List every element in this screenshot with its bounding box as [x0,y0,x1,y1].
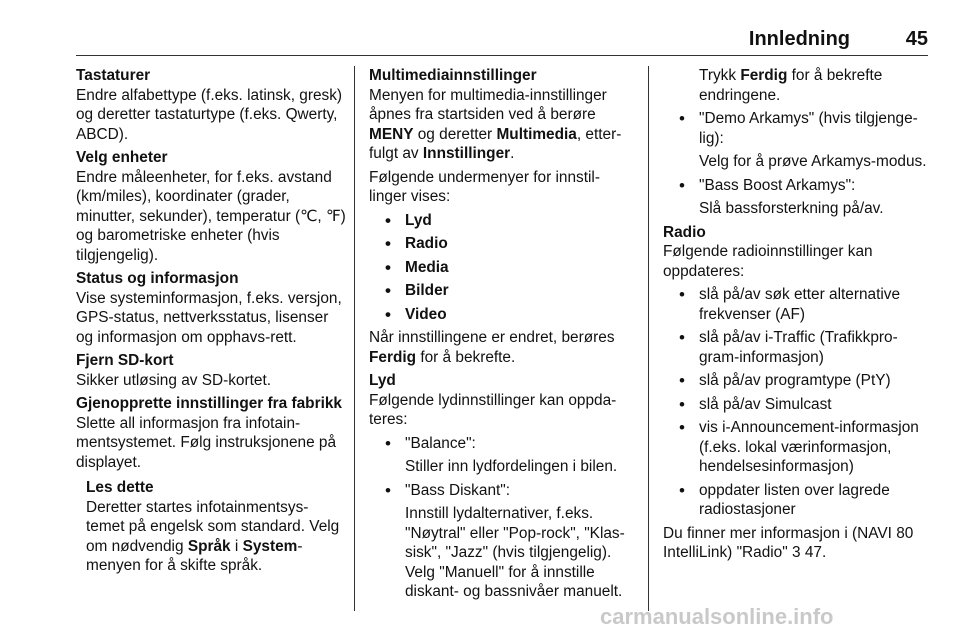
list-item: • Radio [383,234,634,254]
section-text: Følgende radioinnstillinger kan oppdateres: [663,243,873,280]
section-heading: Fjern SD-kort [76,352,174,369]
section-text: Når innstillingene er endret, berøres Ferdig for å bekrefte. [369,329,615,366]
section-heading: Velg enheter [76,149,168,166]
page-number: 45 [905,28,928,50]
continued-text: Trykk Ferdig for å bekrefte endringene. [699,67,883,104]
column-1 [76,66,346,576]
page-title: Innledning [748,28,850,50]
column-2 [369,66,634,606]
list-item: • Media [383,258,634,278]
watermark: carmanualsonline.info [600,604,834,629]
section-text: Du finner mer informasjon i (NAVI 80 IntelliLink) "Radio" 3 47. [663,524,914,561]
section-sd-kort [76,351,346,390]
note-heading: Les dette [86,479,154,496]
list-item: • Bilder [383,281,634,301]
arkamys-list [663,109,928,219]
section-text: Følgende undermenyer for innstil-linger vises: [369,168,600,205]
list-item: • "Demo Arkamys" (hvis tilgjenge-lig): Velg for å prøve Arkamys-modus. [677,109,928,172]
section-heading: Gjenopprette innstillinger fra fabrikk [76,395,342,412]
sound-settings-list [369,434,634,602]
section-factory-reset [76,394,346,472]
section-heading: Lyd [369,372,396,389]
list-item: • "Bass Boost Arkamys": Slå bassforsterkning på/av. [677,176,928,219]
section-tastaturer [76,66,346,144]
page-reference-icon: 3 [792,544,801,561]
list-item: • slå på/av søk etter alternative frekvenser (AF) [677,285,928,324]
section-heading: Tastaturer [76,67,151,84]
list-item: • Video [383,305,634,325]
submenu-list [369,211,634,325]
list-item: • "Bass Diskant": Innstill lydalternativer, f.eks. "Nøytral" eller "Pop-rock", "Klas-sisk", "Jazz" (hvis tilgjengelig). Velg "Manuell" for å innstille diskant- og bassnivåer manuelt. [383,481,634,602]
column-divider-2 [648,66,649,611]
list-item: • vis i-Announcement-informasjon (f.eks. lokal værinformasjon, hendelsesinformasjon) [677,418,928,477]
section-heading: Status og informasjon [76,270,239,287]
radio-settings-list [663,285,928,520]
section-text: Menyen for multimedia-innstillinger åpnes fra startsiden ved å berøre MENY og deretter Multimedia, etter-fulgt av Innstillinger. [369,86,622,162]
section-text: Følgende lydinnstillinger kan oppda-teres: [369,391,617,428]
section-heading: Radio [663,223,706,241]
list-item: • slå på/av Simulcast [677,395,928,415]
section-text: Sikker utløsing av SD-kortet. [76,371,272,389]
page-reference: 47. [804,544,827,561]
list-item: • Lyd [383,211,634,231]
section-multimedia [369,66,634,367]
section-text: Slette all informasjon fra infotain-mentsystemet. Følg instruksjonene på displayet. [76,414,337,471]
section-status [76,269,346,347]
section-velg-enheter [76,148,346,265]
column-divider-1 [354,66,355,611]
section-radio [663,223,928,563]
note-text: Deretter startes infotainmentsys-temet på engelsk som standard. Velg om nødvendig Språk i System-menyen for å skifte språk. [86,498,340,574]
section-lyd [369,371,634,602]
list-item: • slå på/av i-Traffic (Trafikkpro-gram-informasjon) [677,328,928,367]
note-box [76,478,346,576]
list-item: • oppdater listen over lagrede radiostasjoner [677,481,928,520]
list-item: • slå på/av programtype (PtY) [677,371,928,391]
section-text: Vise systeminformasjon, f.eks. versjon, GPS-status, nettverksstatus, lisenser og informasjon om opphavs-rett. [76,289,342,346]
page-header [76,0,928,60]
header-divider [76,55,928,56]
section-text: Endre alfabettype (f.eks. latinsk, gresk) og deretter tastaturtype (f.eks. Qwerty, ABCD). [76,86,343,143]
section-text: Endre måleenheter, for f.eks. avstand (km/miles), koordinater (grader, minutter, sekunder), temperatur (℃, ℉) og barometriske enheter (hvis tilgjengelig). [76,168,346,264]
column-3 [663,66,928,567]
section-heading: Multimediainnstillinger [369,67,537,84]
list-item: • "Balance": Stiller inn lydfordelingen i bilen. [383,434,634,477]
